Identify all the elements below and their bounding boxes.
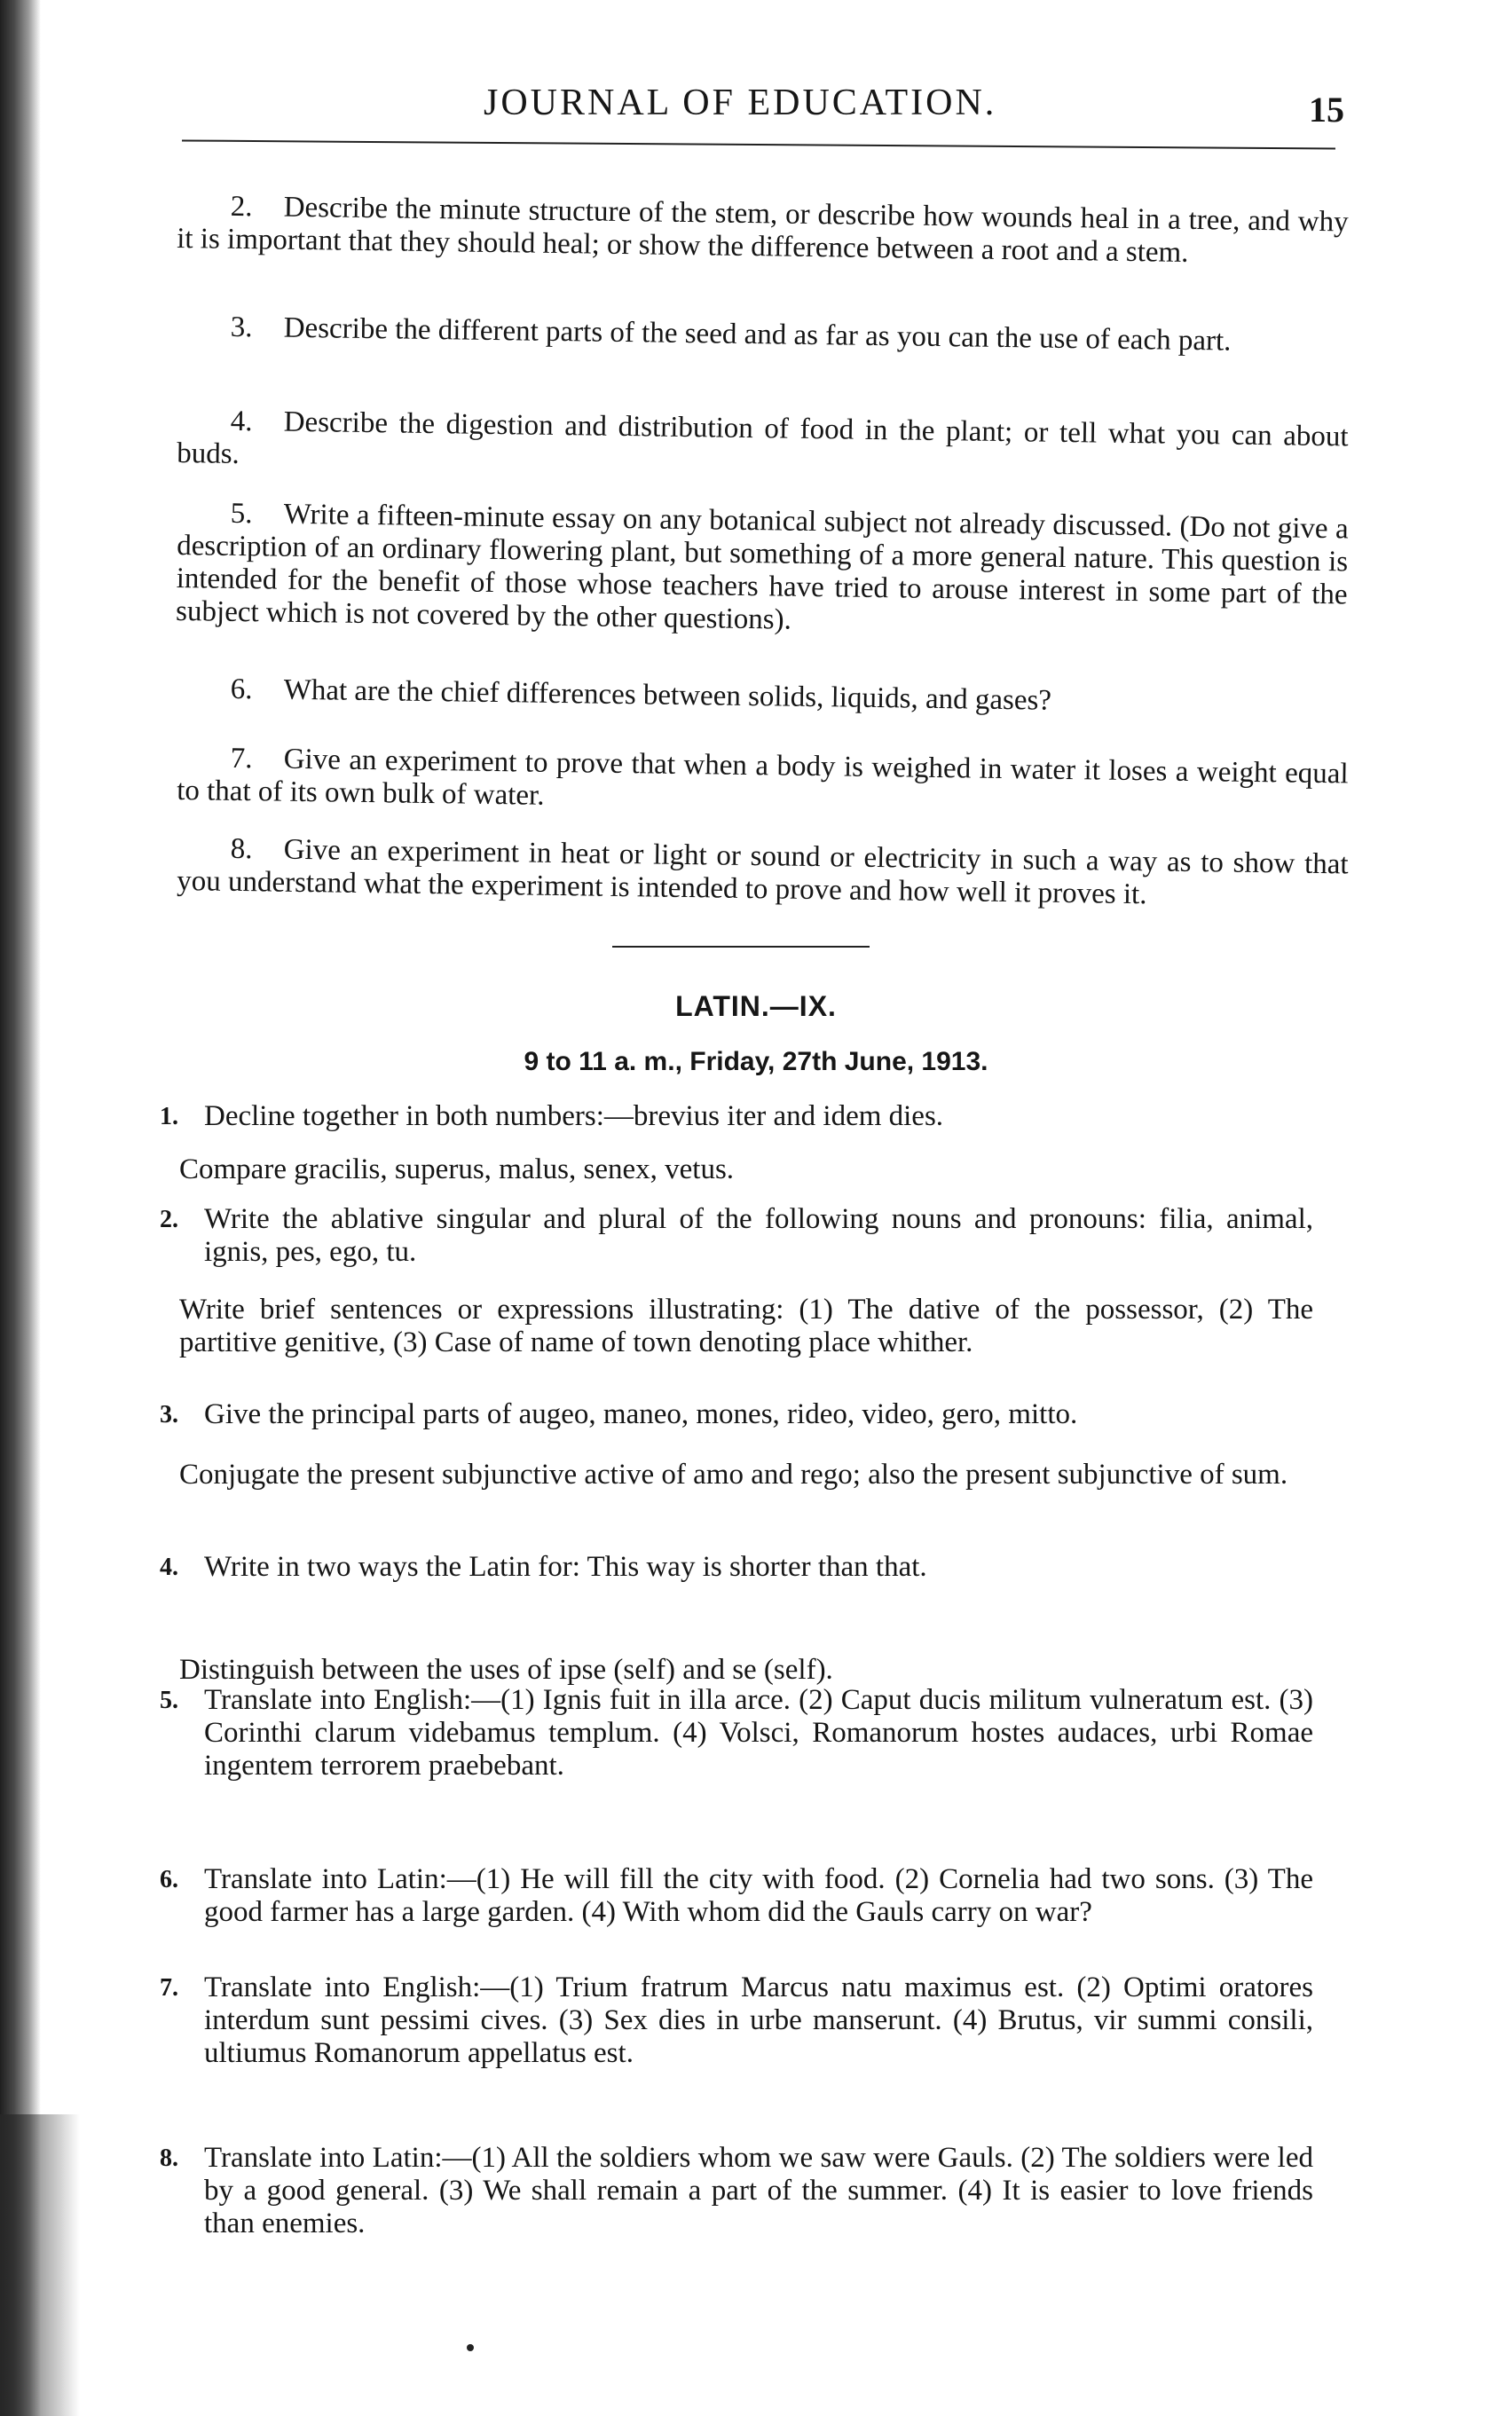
question-2 bbox=[177, 190, 1349, 272]
latin-item-number: 6. bbox=[160, 1866, 178, 1893]
latin-item-text: Compare gracilis, superus, malus, senex, vetus. bbox=[179, 1153, 735, 1185]
latin-item-number: 1. bbox=[160, 1103, 178, 1130]
question-3 bbox=[177, 311, 1348, 359]
exam-time: 9 to 11 a. m., Friday, 27th June, 1913. bbox=[524, 1047, 988, 1076]
latin-item-text: Give the principal parts of augeo, maneo, mones, rideo, video, gero, mitto. bbox=[204, 1398, 1078, 1430]
latin-item-number: 8. bbox=[160, 2144, 178, 2172]
latin-item-text: Conjugate the present subjunctive active of amo and rego; also the present subjunctive of sum. bbox=[179, 1459, 1288, 1491]
question-5 bbox=[176, 497, 1349, 644]
question-text: Give an experiment in heat or light or sound or electricity in such a way as to show that you understand what the experiment is intended to prove and how well it proves it. bbox=[176, 833, 1349, 911]
question-number: 8. bbox=[230, 832, 253, 866]
page-header bbox=[173, 82, 1353, 144]
section-divider bbox=[612, 946, 870, 948]
latin-item-text: Distinguish between the uses of ipse (self) and se (self). bbox=[179, 1654, 833, 1686]
question-6 bbox=[177, 673, 1348, 721]
question-number: 2. bbox=[230, 190, 253, 224]
question-text: Describe the digestion and distribution of food in the plant; or tell what you can about buds. bbox=[176, 405, 1349, 470]
latin-item-text: Translate into Latin:—(1) All the soldiers whom we saw were Gauls. (2) The soldiers were led by a good general. (3) We shall remain a part of the summer. (4) It is easier to love friends than enemies. bbox=[204, 2142, 1313, 2239]
latin-item-number: 4. bbox=[160, 1554, 178, 1581]
latin-item-text: Translate into Latin:—(1) He will fill the city with food. (2) Cornelia had two sons. (3) The good farmer has a large garden. (4) With whom did the Gauls carry on war? bbox=[204, 1863, 1313, 1928]
latin-item-number: 2. bbox=[160, 1206, 178, 1233]
latin-item-text: Write the ablative singular and plural of the following nouns and pronouns: filia, animal, ignis, pes, ego, tu. bbox=[204, 1203, 1313, 1268]
question-number: 4. bbox=[230, 405, 253, 438]
question-text: Give an experiment to prove that when a body is weighed in water it loses a weight equal to that of its own bulk of water. bbox=[176, 743, 1349, 812]
section-title: LATIN.—IX. bbox=[675, 990, 837, 1022]
latin-item-number: 5. bbox=[160, 1687, 178, 1714]
page-number: 15 bbox=[1309, 90, 1344, 130]
latin-item-text: Translate into English:—(1) Trium fratrum Marcus natu maximus est. (2) Optimi oratores interdum sunt pessimi cives. (3) Sex dies in urbe manserunt. (4) Brutus, vir summi consili, ultiumus Romanorum appellatus est. bbox=[204, 1971, 1313, 2069]
question-7 bbox=[177, 742, 1349, 823]
page-ink-dot bbox=[467, 2344, 474, 2351]
latin-item-text: Write in two ways the Latin for: This way is shorter than that. bbox=[204, 1551, 927, 1583]
latin-item-text: Write brief sentences or expressions illustrating: (1) The dative of the possessor, (2) The partitive genitive, (3) Case of name of town denoting place whither. bbox=[179, 1294, 1313, 1358]
question-text: Describe the different parts of the seed and as far as you can the use of each part. bbox=[283, 311, 1232, 358]
question-text: Describe the minute structure of the stem, or describe how wounds heal in a tree, and why it is important that they should heal; or show the difference between a root and a stem. bbox=[176, 191, 1349, 269]
question-number: 3. bbox=[230, 311, 253, 344]
question-number: 7. bbox=[230, 742, 253, 775]
question-8 bbox=[177, 832, 1349, 914]
latin-item-text: Decline together in both numbers:—brevius iter and idem dies. bbox=[204, 1100, 944, 1132]
question-number: 6. bbox=[230, 673, 253, 706]
journal-title: JOURNAL OF EDUCATION. bbox=[484, 83, 997, 123]
latin-item-number: 7. bbox=[160, 1974, 178, 2002]
question-text: Write a fifteen-minute essay on any botanical subject not already discussed. (Do not give a description of an ordinary flowering plant, but something of a more general nature. This question is intended for the benefit of those whose teachers have tried to arouse interest in some part of the subject which is not covered by the other questions). bbox=[175, 498, 1349, 636]
latin-item-text: Translate into English:—(1) Ignis fuit in illa arce. (2) Caput ducis militum vulneratum est. (3) Corinthi clarum videbamus templum. (4) Volsci, Romanorum hostes audaces, urbi Romae ingentem terrorem praebebant. bbox=[204, 1684, 1313, 1782]
question-number: 5. bbox=[230, 497, 253, 531]
page-binding-shadow bbox=[0, 0, 41, 2416]
question-4 bbox=[177, 405, 1349, 486]
latin-item-number: 3. bbox=[160, 1401, 178, 1428]
page-corner-shadow bbox=[0, 2114, 80, 2416]
question-text: What are the chief differences between solids, liquids, and gases? bbox=[283, 673, 1052, 717]
